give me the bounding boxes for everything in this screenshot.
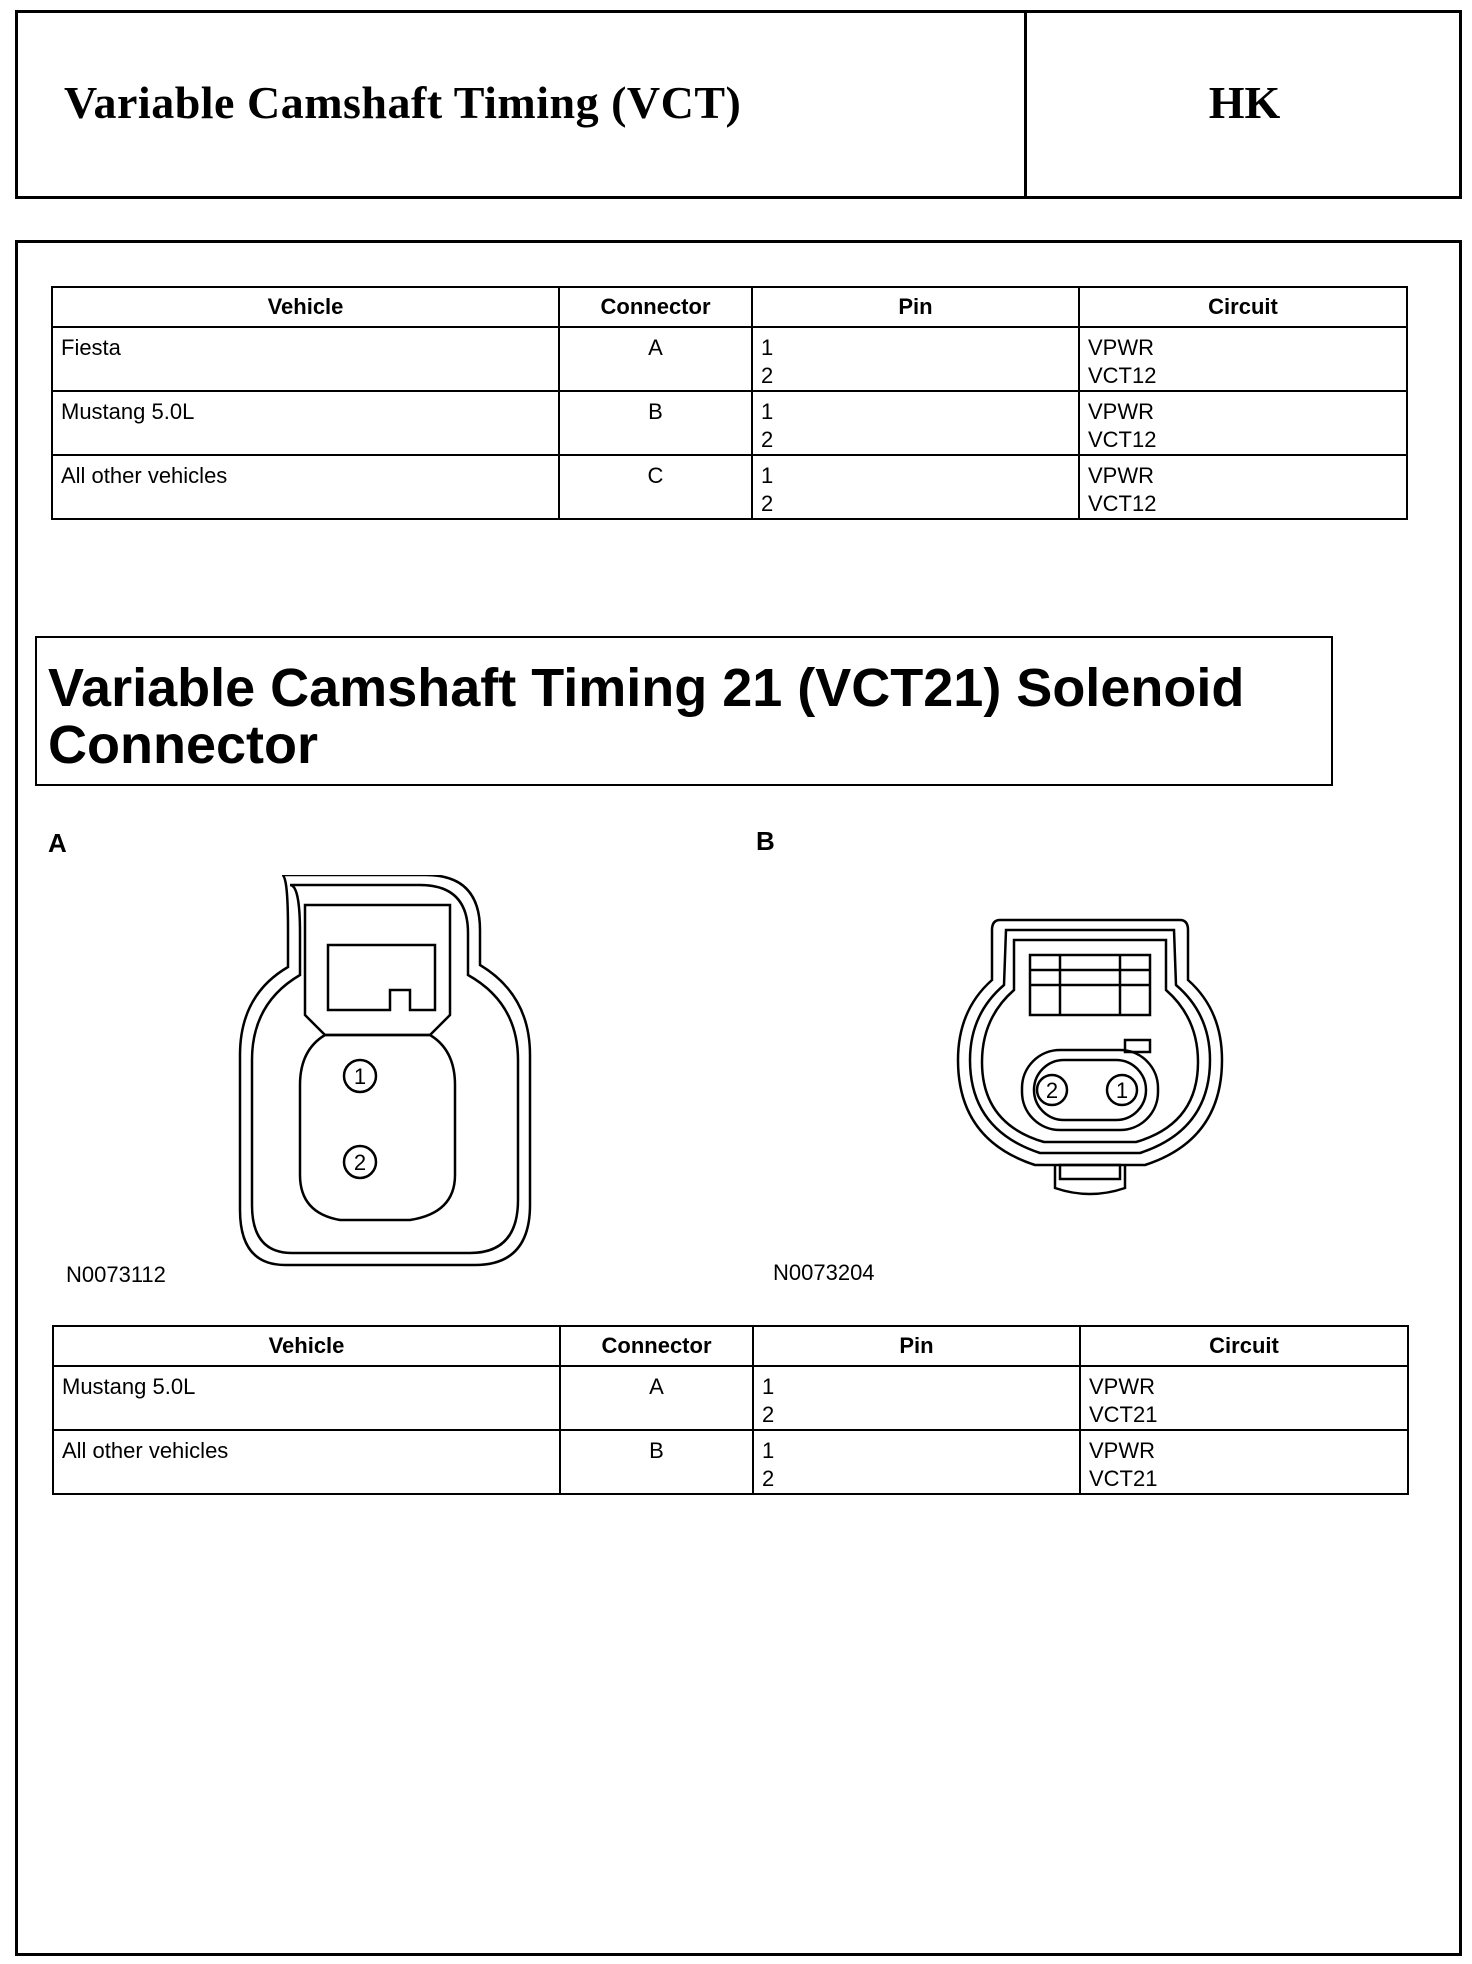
pin-cell xyxy=(752,327,1079,391)
pin-value: 2 xyxy=(761,363,774,388)
column-header-circuit: Circuit xyxy=(1080,1326,1408,1366)
table-row xyxy=(52,455,1407,519)
circuit-value: VCT12 xyxy=(1088,427,1157,452)
section-code: HK xyxy=(1208,77,1281,128)
circuit-value: VPWR xyxy=(1088,399,1154,424)
column-header-pin: Pin xyxy=(753,1326,1080,1366)
table-row xyxy=(53,1430,1408,1494)
circuit-value: VPWR xyxy=(1089,1438,1155,1463)
page-title: Variable Camshaft Timing (VCT) xyxy=(64,77,742,128)
pin-cell xyxy=(753,1430,1080,1494)
pin-value: 2 xyxy=(761,427,774,452)
pin-value: 1 xyxy=(762,1374,775,1399)
connector-cell: B xyxy=(559,391,752,455)
vehicle-cell: Mustang 5.0L xyxy=(53,1366,560,1430)
connector-a-pin-2-label: 2 xyxy=(353,1150,367,1175)
connector-a-pin-1-label: 1 xyxy=(353,1064,367,1089)
connector-cell: C xyxy=(559,455,752,519)
pin-value: 1 xyxy=(761,463,774,488)
connector-a-pin-body xyxy=(300,1035,455,1220)
table-row xyxy=(53,1366,1408,1430)
figure-a-label: A xyxy=(48,828,67,858)
figure-a-id: N0073112 xyxy=(66,1262,166,1287)
circuit-value: VCT21 xyxy=(1089,1402,1158,1427)
vehicle-cell: All other vehicles xyxy=(53,1430,560,1494)
table-header-row xyxy=(52,287,1407,327)
pin-cell xyxy=(752,391,1079,455)
connector-b-pin-1-label: 1 xyxy=(1115,1078,1129,1103)
circuit-value: VCT12 xyxy=(1088,491,1157,516)
section-heading: Variable Camshaft Timing 21 (VCT21) Solenoid Connector xyxy=(48,658,1245,775)
connector-a-latch xyxy=(328,945,435,1010)
circuit-cell xyxy=(1080,1430,1408,1494)
pin-value: 1 xyxy=(762,1438,775,1463)
figure-b-label: B xyxy=(756,826,775,856)
connector-a-diagram xyxy=(230,875,550,1275)
circuit-value: VPWR xyxy=(1089,1374,1155,1399)
column-header-circuit: Circuit xyxy=(1079,287,1407,327)
circuit-value: VCT12 xyxy=(1088,363,1157,388)
circuit-cell xyxy=(1079,455,1407,519)
connector-cell: A xyxy=(559,327,752,391)
pin-value: 2 xyxy=(761,491,774,516)
pin-cell xyxy=(752,455,1079,519)
column-header-vehicle: Vehicle xyxy=(52,287,559,327)
vehicle-cell: Fiesta xyxy=(52,327,559,391)
table-row xyxy=(52,391,1407,455)
connector-b-diagram xyxy=(950,910,1230,1230)
connector-b-pin-2-label: 2 xyxy=(1045,1078,1059,1103)
connector-cell: A xyxy=(560,1366,753,1430)
circuit-value: VPWR xyxy=(1088,463,1154,488)
circuit-value: VCT21 xyxy=(1089,1466,1158,1491)
circuit-cell xyxy=(1079,327,1407,391)
table-header-row xyxy=(53,1326,1408,1366)
pin-value: 1 xyxy=(761,399,774,424)
circuit-value: VPWR xyxy=(1088,335,1154,360)
figure-b-id: N0073204 xyxy=(773,1260,875,1285)
column-header-pin: Pin xyxy=(752,287,1079,327)
pin-value: 2 xyxy=(762,1466,775,1491)
column-header-vehicle: Vehicle xyxy=(53,1326,560,1366)
pin-value: 2 xyxy=(762,1402,775,1427)
column-header-connector: Connector xyxy=(559,287,752,327)
connector-a-inner-shell xyxy=(252,885,518,1253)
connector-cell: B xyxy=(560,1430,753,1494)
pin-cell xyxy=(753,1366,1080,1430)
vehicle-cell: Mustang 5.0L xyxy=(52,391,559,455)
vct21-connector-table xyxy=(52,1325,1409,1495)
vct12-connector-table xyxy=(51,286,1408,520)
circuit-cell xyxy=(1080,1366,1408,1430)
column-header-connector: Connector xyxy=(560,1326,753,1366)
vehicle-cell: All other vehicles xyxy=(52,455,559,519)
connector-a-outer-shell xyxy=(240,875,530,1265)
circuit-cell xyxy=(1079,391,1407,455)
table-row xyxy=(52,327,1407,391)
pin-value: 1 xyxy=(761,335,774,360)
